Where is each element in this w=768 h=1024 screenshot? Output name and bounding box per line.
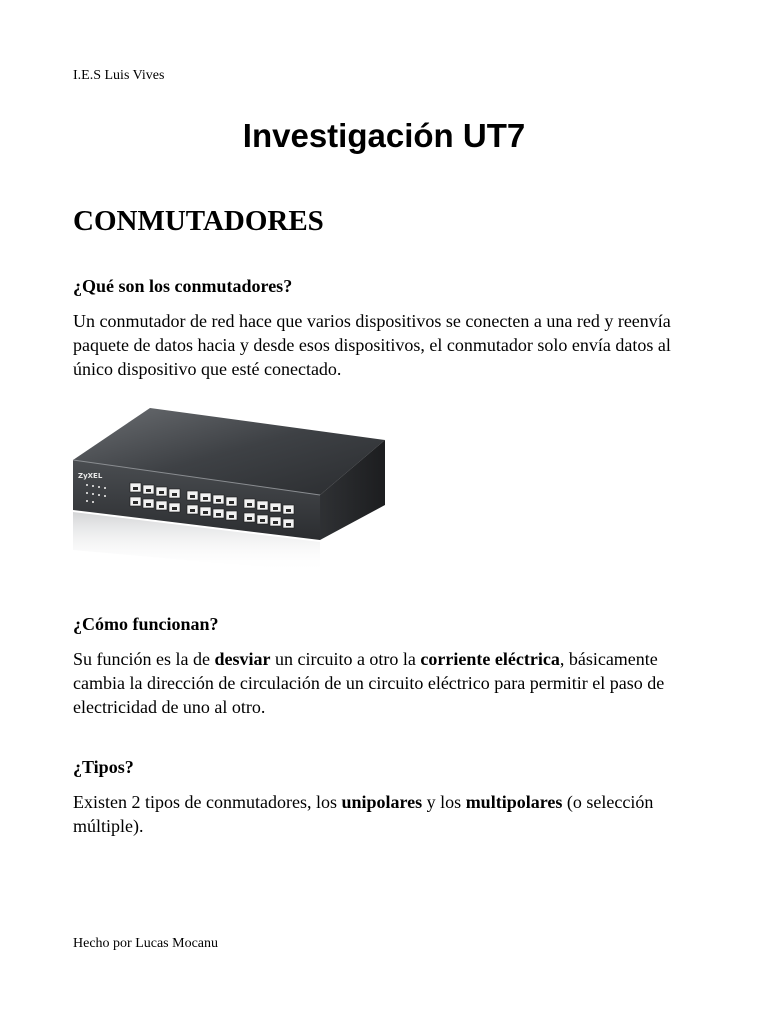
network-switch-image bbox=[70, 400, 390, 575]
paragraph-types bbox=[73, 790, 693, 838]
text-segment: un circuito a otro la bbox=[270, 649, 421, 669]
network-switch-icon bbox=[70, 400, 390, 575]
bold-term-unipolares: unipolares bbox=[341, 792, 423, 812]
document-title: Investigación UT7 bbox=[242, 117, 526, 154]
question-heading-what: ¿Qué son los conmutadores? bbox=[73, 276, 293, 296]
text-segment: Su función es la de bbox=[73, 649, 215, 669]
question-heading-types: ¿Tipos? bbox=[73, 757, 134, 777]
page-header: I.E.S Luis Vives bbox=[73, 68, 165, 83]
bold-term-multipolares: multipolares bbox=[465, 792, 563, 812]
paragraph-how bbox=[73, 647, 693, 719]
bold-term-corriente: corriente eléctrica bbox=[420, 649, 560, 669]
text-segment: (o selección múltiple). bbox=[73, 792, 654, 836]
brand-label: ZyXEL bbox=[78, 472, 103, 480]
text-segment: y los bbox=[422, 792, 466, 812]
bold-term-desviar: desviar bbox=[214, 649, 271, 669]
page-footer: Hecho por Lucas Mocanu bbox=[73, 936, 219, 951]
text-segment: , básicamente cambia la dirección de circulación de un circuito eléctrico para permitir el paso de electricidad de uno al otro. bbox=[73, 649, 665, 717]
text-segment: Existen 2 tipos de conmutadores, los bbox=[73, 792, 342, 812]
paragraph-what: Un conmutador de red hace que varios dispositivos se conecten a una red y reenvía paquete de datos hacia y desde esos dispositivos, el conmutador solo envía datos al único dispositivo que esté conectado. bbox=[73, 311, 671, 379]
section-heading: CONMUTADORES bbox=[73, 205, 324, 237]
question-heading-how: ¿Cómo funcionan? bbox=[73, 614, 219, 634]
